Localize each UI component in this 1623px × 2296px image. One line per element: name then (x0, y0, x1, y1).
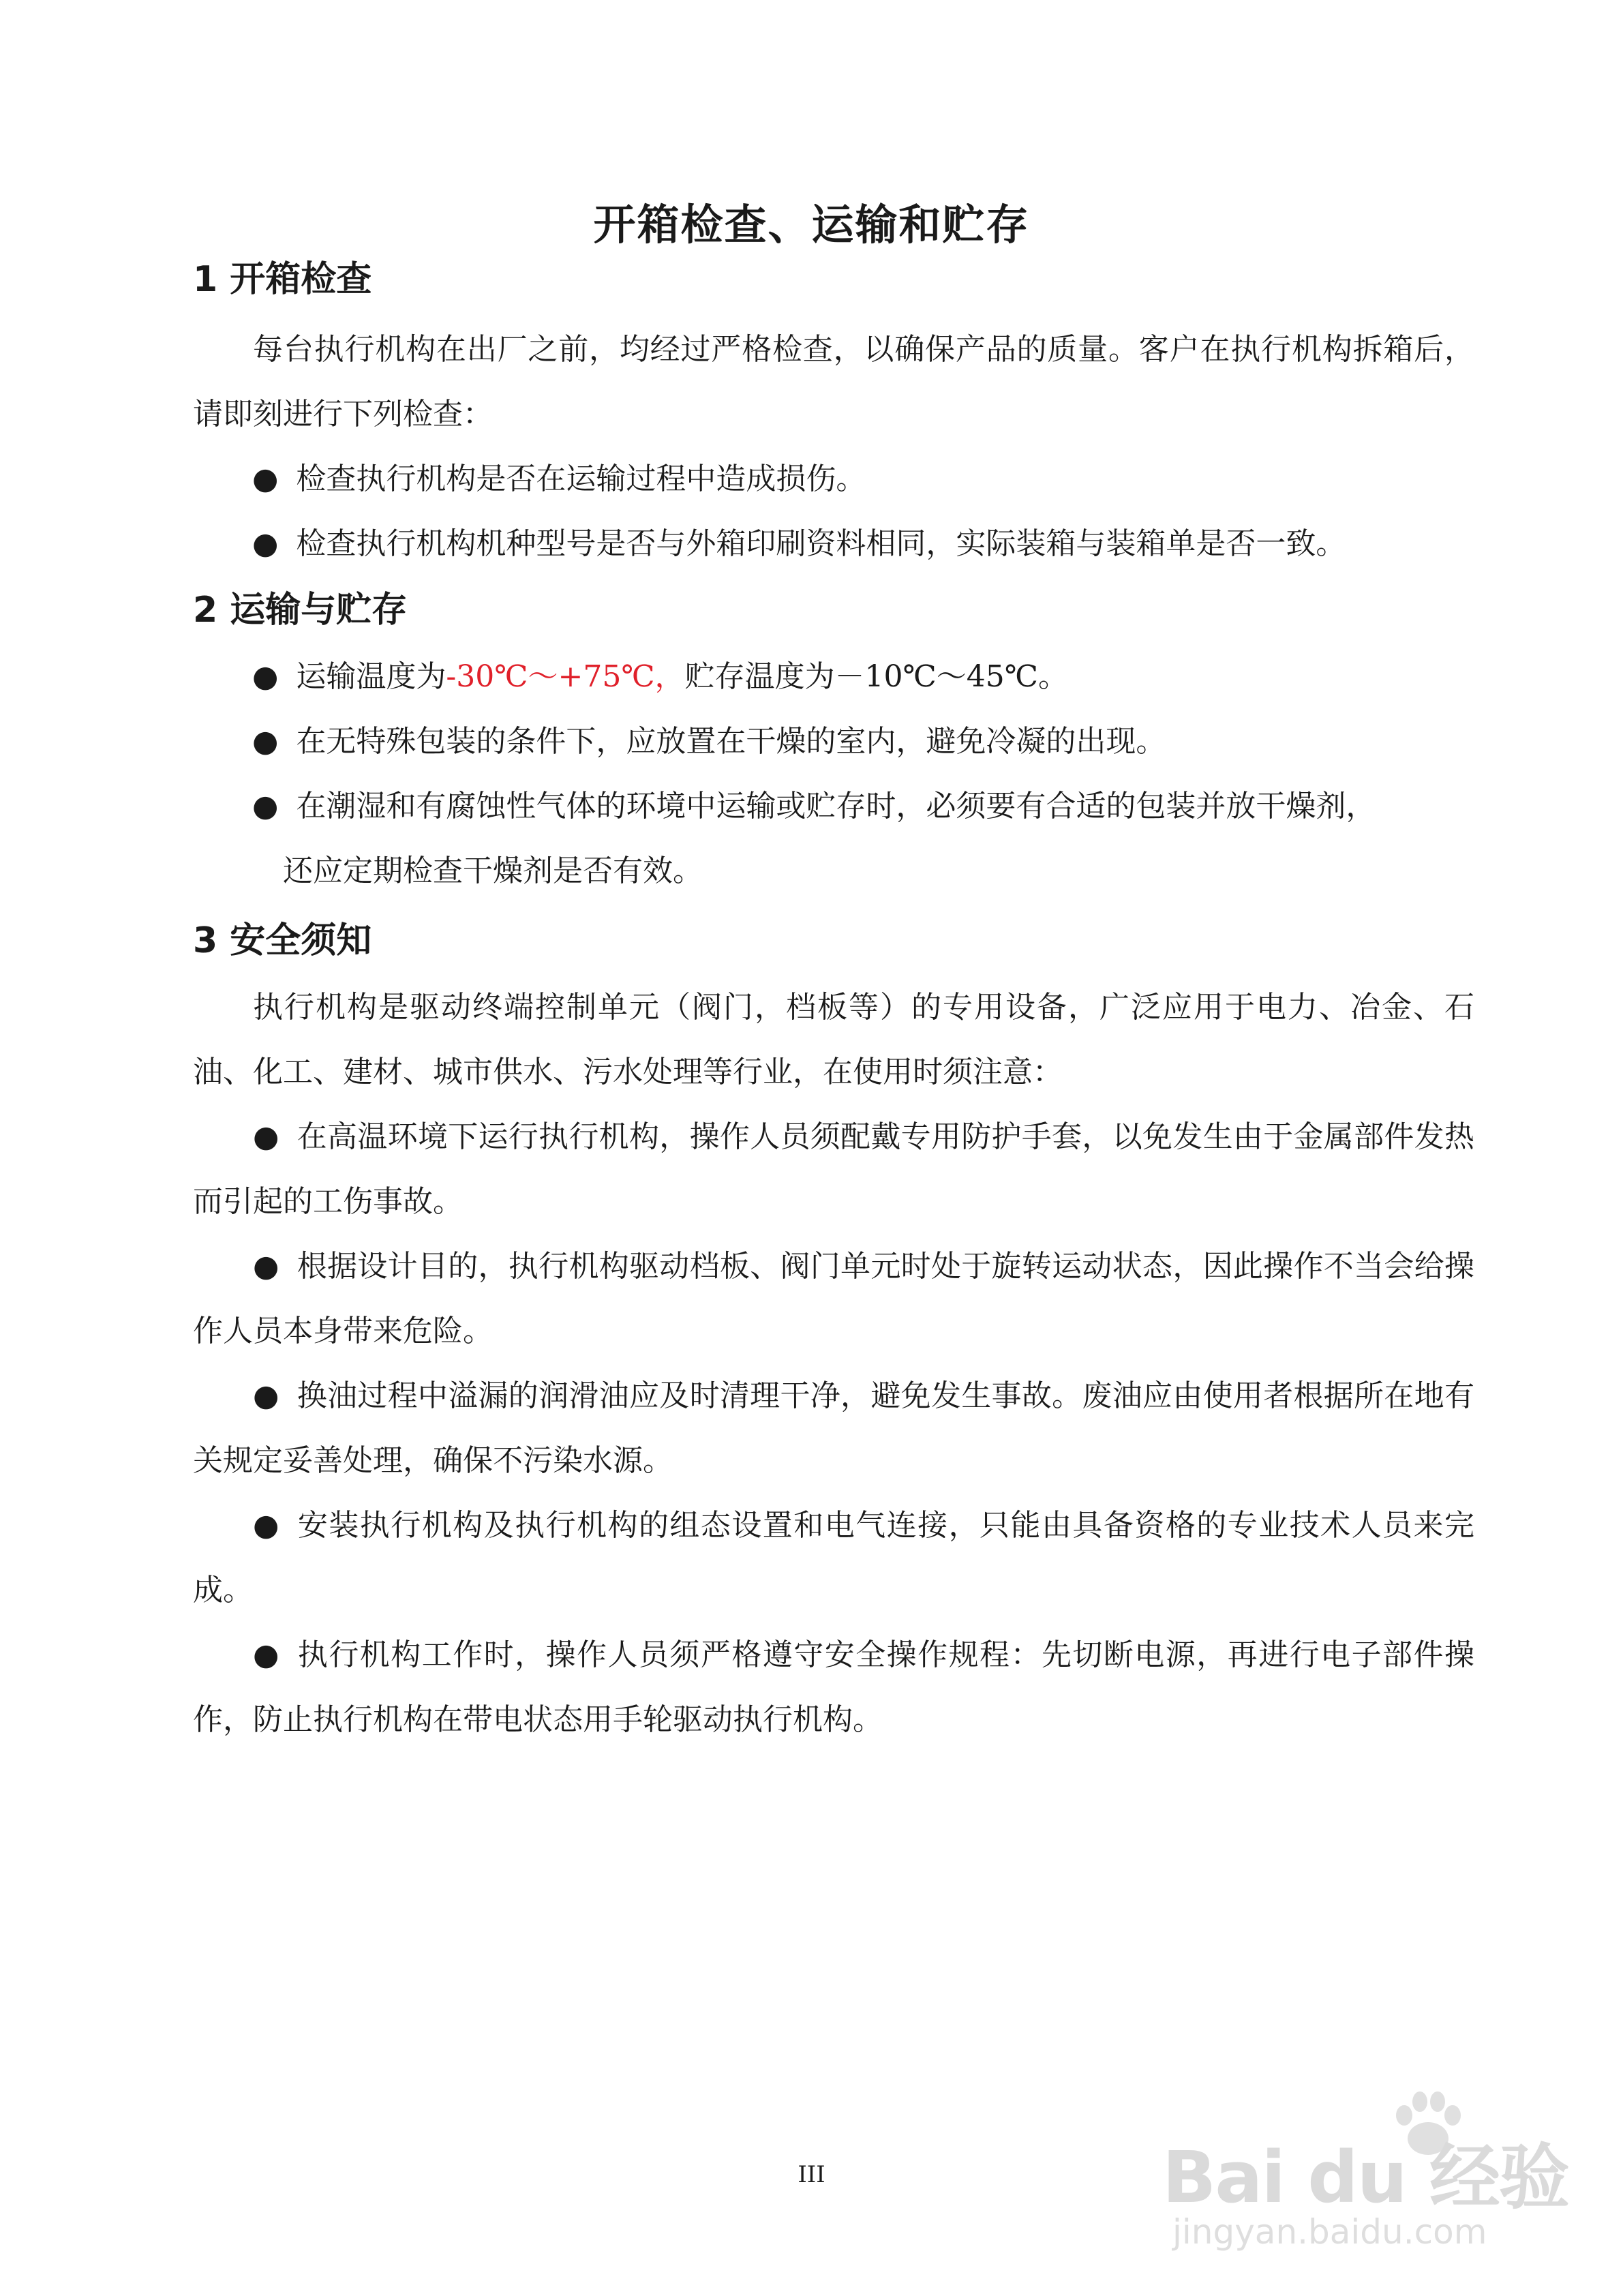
section-1-bullet-2 (252, 511, 1479, 576)
section-3-heading: 3 安全须知 (193, 920, 372, 961)
bullet-icon: ● (253, 1249, 279, 1284)
bullet-text: 检查执行机构机种型号是否与外箱印刷资料相同，实际装箱与装箱单是否一致。 (296, 526, 1346, 561)
section-1-bullet-1 (252, 447, 1479, 511)
bullet-text: 换油过程中溢漏的润滑油应及时清理干净，避免发生事故。废油应由使用者根据所在地有关规定妥善处理，确保不污染水源。 (193, 1378, 1474, 1478)
section-1-heading: 1 开箱检查 (193, 259, 372, 300)
bullet-icon: ● (253, 1378, 279, 1413)
section-3-bullet-4 (193, 1493, 1474, 1622)
watermark-brand: Bai du 经验 (1162, 2136, 1568, 2219)
bullet-icon: ● (252, 789, 279, 824)
section-2-bullet-2 (252, 709, 1479, 774)
bullet-text-suffix: 贮存温度为－10℃～45℃。 (684, 659, 1068, 694)
bullet-text: 执行机构工作时，操作人员须严格遵守安全操作规程：先切断电源，再进行电子部件操作，防止执行机构在带电状态用手轮驱动执行机构。 (193, 1637, 1474, 1737)
bullet-icon: ● (253, 1119, 279, 1154)
section-3-bullet-1 (193, 1104, 1474, 1234)
bullet-icon: ● (252, 724, 279, 759)
watermark-url: jingyan.baidu.com (1172, 2212, 1487, 2252)
section-3-bullet-5 (193, 1622, 1474, 1752)
bullet-icon: ● (252, 462, 279, 496)
section-3-intro: 执行机构是驱动终端控制单元（阀门，档板等）的专用设备，广泛应用于电力、冶金、石油、化工、建材、城市供水、污水处理等行业，在使用时须注意： (193, 990, 1474, 1089)
bullet-icon: ● (252, 659, 279, 694)
bullet-text: 在高温环境下运行执行机构，操作人员须配戴专用防护手套，以免发生由于金属部件发热而引起的工伤事故。 (193, 1119, 1474, 1219)
page-number: III (798, 2161, 825, 2188)
section-2-heading: 2 运输与贮存 (193, 590, 408, 631)
bullet-text: 根据设计目的，执行机构驱动档板、阀门单元时处于旋转运动状态，因此操作不当会给操作人员本身带来危险。 (193, 1249, 1474, 1348)
bullet-text: 安装执行机构及执行机构的组态设置和电气连接，只能由具备资格的专业技术人员来完成。 (193, 1508, 1474, 1607)
section-3-bullet-2 (193, 1234, 1474, 1363)
page-title: 开箱检查、运输和贮存 (593, 200, 1030, 250)
bullet-text: 在无特殊包装的条件下，应放置在干燥的室内，避免冷凝的出现。 (296, 724, 1166, 759)
section-3-bullet-3 (193, 1363, 1474, 1493)
section-2-bullet-3-continued: 还应定期检查干燥剂是否有效。 (283, 854, 703, 888)
bullet-text: 在潮湿和有腐蚀性气体的环境中运输或贮存时，必须要有合适的包装并放干燥剂， (296, 789, 1376, 824)
bullet-icon: ● (253, 1637, 280, 1672)
transport-temperature-range: -30℃～+75℃， (446, 659, 685, 694)
bullet-icon: ● (252, 526, 279, 561)
watermark (1162, 2083, 1571, 2260)
bullet-text-prefix: 运输温度为 (296, 659, 446, 694)
section-1-intro: 每台执行机构在出厂之前，均经过严格检查，以确保产品的质量。客户在执行机构拆箱后，请即刻进行下列检查： (193, 332, 1474, 432)
section-2-bullet-3 (252, 774, 1479, 839)
bullet-text: 检查执行机构是否在运输过程中造成损伤。 (296, 462, 866, 496)
bullet-icon: ● (253, 1508, 280, 1543)
section-2-bullet-1 (252, 644, 1479, 709)
